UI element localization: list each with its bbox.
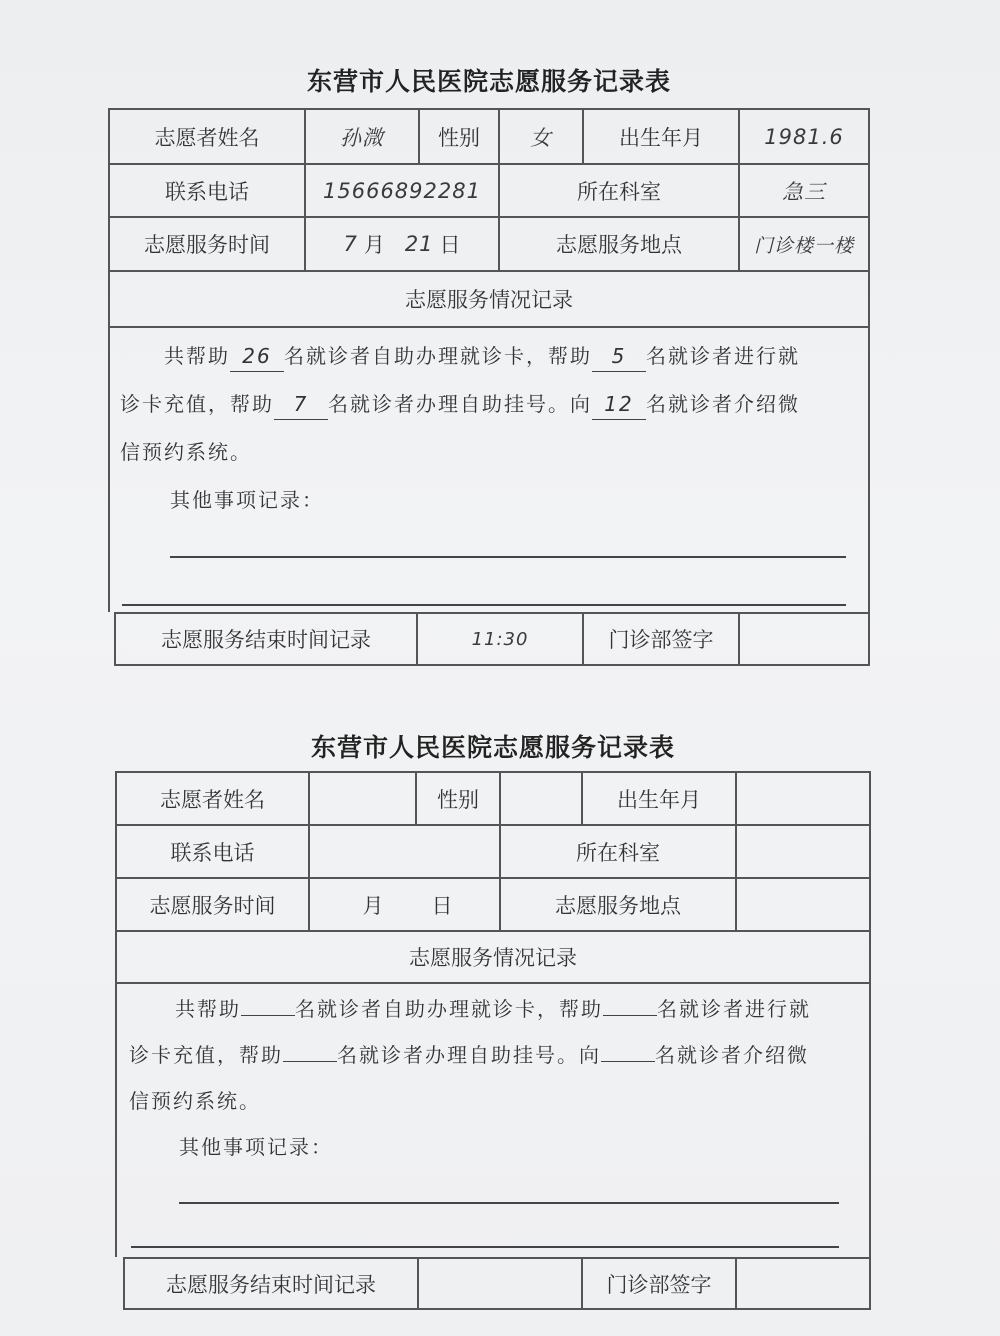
record-text: 诊卡充值，帮助 — [129, 1043, 283, 1067]
record-text: 名就诊者进行就 — [657, 997, 811, 1021]
count-blank-3[interactable] — [283, 1061, 337, 1062]
service-date-field[interactable] — [310, 879, 499, 930]
gender-label: 性别 — [437, 787, 479, 812]
other-label: 其他事项记录： — [179, 1135, 333, 1159]
count-blank-4[interactable]: 12 — [592, 389, 646, 420]
signature-value[interactable] — [740, 614, 868, 664]
record-text: 名就诊者办理自助挂号。向 — [328, 392, 592, 416]
dept-value[interactable] — [737, 826, 869, 877]
gender-label: 性别 — [438, 125, 480, 150]
phone-value[interactable]: 15666892281 — [323, 178, 481, 203]
record-text: 名就诊者自助办理就诊卡，帮助 — [295, 997, 603, 1021]
phone-label: 联系电话 — [165, 179, 249, 204]
record-line-2 — [129, 1032, 867, 1078]
service-place-label: 志愿服务地点 — [556, 233, 682, 257]
birth-label: 出生年月 — [619, 125, 703, 150]
signature-label: 门诊部签字 — [608, 628, 714, 652]
birth-value[interactable]: 1981.6 — [764, 124, 844, 149]
name-label: 志愿者姓名 — [160, 787, 265, 812]
count-blank-1[interactable] — [241, 1015, 295, 1016]
record-line-2 — [120, 380, 865, 428]
volunteer-record-form-2 — [115, 724, 871, 1314]
birth-value[interactable] — [737, 773, 869, 824]
dept-value[interactable]: 急三 — [782, 179, 826, 204]
service-place-value[interactable]: 门诊楼一楼 — [753, 234, 854, 257]
record-text: 名就诊者办理自助挂号。向 — [337, 1043, 601, 1067]
record-line-3: 信预约系统。 — [129, 1089, 261, 1113]
name-value[interactable] — [310, 773, 415, 824]
count-blank-2[interactable] — [603, 1015, 657, 1016]
month-char: 月 — [363, 233, 385, 257]
end-time-value[interactable]: 11:30 — [471, 628, 529, 650]
record-header: 志愿服务情况记录 — [409, 946, 577, 970]
record-header: 志愿服务情况记录 — [405, 288, 573, 312]
record-line-1 — [164, 332, 864, 380]
end-time-label: 志愿服务结束时间记录 — [166, 1272, 376, 1297]
service-place-label: 志愿服务地点 — [555, 893, 681, 918]
gender-value[interactable]: 女 — [530, 125, 552, 150]
other-notes-line-1[interactable] — [179, 1202, 839, 1204]
record-text: 名就诊者介绍微 — [646, 392, 800, 416]
count-blank-2[interactable]: 5 — [592, 341, 646, 372]
count-blank-4[interactable] — [601, 1061, 655, 1062]
record-text: 名就诊者进行就 — [646, 344, 800, 368]
dept-label: 所在科室 — [577, 179, 661, 204]
end-time-value[interactable] — [419, 1259, 581, 1308]
end-time-label: 志愿服务结束时间记录 — [161, 628, 371, 652]
gender-value[interactable] — [501, 773, 581, 824]
other-label: 其他事项记录： — [170, 488, 324, 512]
service-month-value: 7 — [343, 232, 358, 256]
service-date-field[interactable] — [306, 218, 498, 270]
form-title: 东营市人民医院志愿服务记录表 — [310, 733, 675, 762]
service-time-label: 志愿服务时间 — [149, 893, 276, 918]
phone-value[interactable] — [310, 826, 499, 877]
record-text: 共帮助 — [164, 344, 230, 368]
count-blank-3[interactable]: 7 — [274, 389, 328, 420]
record-text: 共帮助 — [175, 997, 241, 1021]
record-line-3: 信预约系统。 — [120, 440, 252, 464]
volunteer-record-form-1 — [108, 60, 870, 670]
name-label: 志愿者姓名 — [154, 125, 260, 150]
day-char: 日 — [439, 233, 461, 257]
other-notes-line-1[interactable] — [170, 556, 846, 558]
birth-label: 出生年月 — [617, 787, 701, 812]
dept-label: 所在科室 — [576, 840, 660, 865]
record-line-1 — [175, 986, 865, 1032]
record-text: 名就诊者自助办理就诊卡，帮助 — [284, 344, 592, 368]
record-text: 名就诊者介绍微 — [655, 1043, 809, 1067]
day-char: 日 — [431, 893, 453, 918]
signature-label: 门诊部签字 — [606, 1272, 712, 1297]
month-char: 月 — [362, 893, 384, 918]
form-title: 东营市人民医院志愿服务记录表 — [306, 67, 671, 96]
phone-label: 联系电话 — [170, 840, 255, 865]
other-notes-line-2[interactable] — [131, 1246, 839, 1248]
count-blank-1[interactable]: 26 — [230, 341, 284, 372]
service-day-value: 21 — [404, 232, 434, 256]
signature-value[interactable] — [737, 1259, 869, 1308]
service-place-value[interactable] — [737, 879, 869, 930]
record-text: 诊卡充值，帮助 — [120, 392, 274, 416]
name-value[interactable]: 孙溦 — [340, 125, 384, 150]
service-time-label: 志愿服务时间 — [144, 233, 270, 257]
other-notes-line-2[interactable] — [122, 604, 846, 606]
